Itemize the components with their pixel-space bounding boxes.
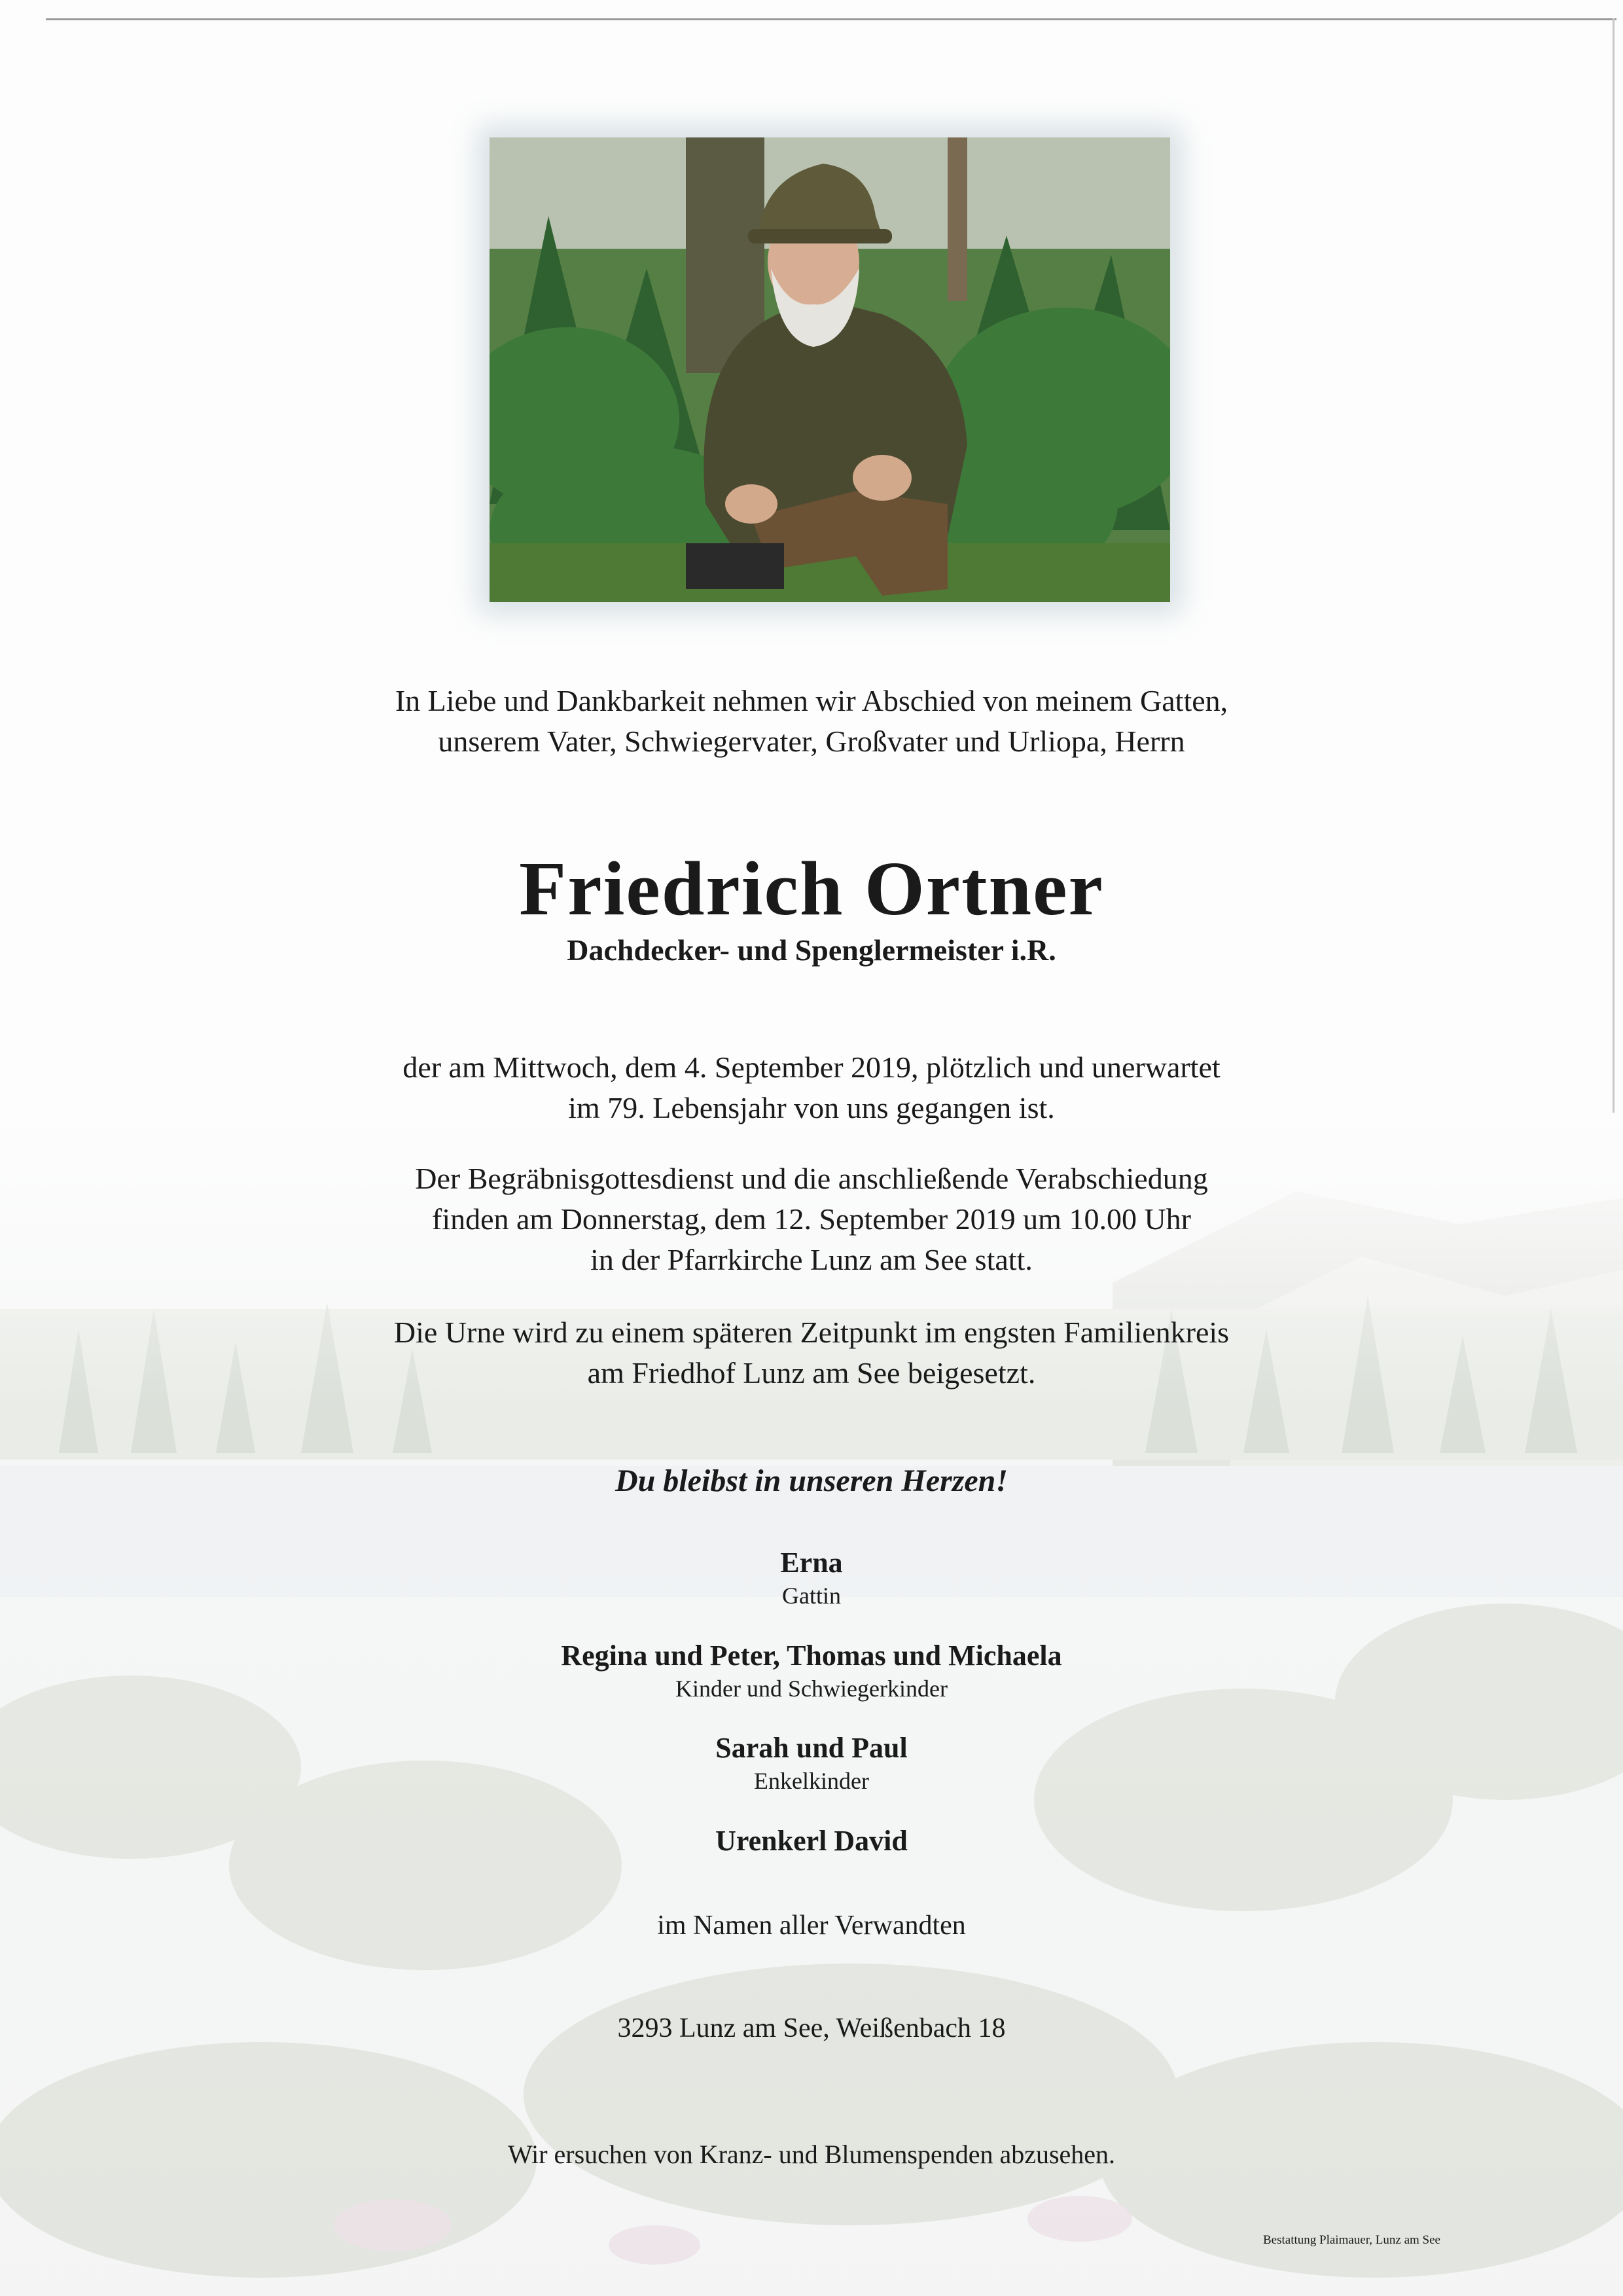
undertaker-credit: Bestattung Plaimauer, Lunz am See xyxy=(1263,2233,1440,2247)
funeral-line-3: in der Pfarrkirche Lunz am See statt. xyxy=(590,1243,1033,1276)
mourner-entry xyxy=(0,1545,1623,1610)
mourner-role: Gattin xyxy=(782,1583,841,1609)
donation-request: Wir ersuchen von Kranz- und Blumenspenden abzusehen. xyxy=(507,2140,1116,2169)
mourner-name: Regina und Peter, Thomas und Michaela xyxy=(561,1640,1062,1672)
mourner-entry xyxy=(0,1823,1623,1859)
mourner-entry xyxy=(0,1730,1623,1795)
funeral-line-1: Der Begräbnisgottesdienst und die anschließende Verabschiedung xyxy=(415,1162,1208,1195)
urn-line-2: am Friedhof Lunz am See beigesetzt. xyxy=(587,1356,1036,1390)
address: 3293 Lunz am See, Weißenbach 18 xyxy=(617,2013,1006,2043)
deceased-profession: Dachdecker- und Spenglermeister i.R. xyxy=(567,933,1056,967)
death-line-2: im 79. Lebensjahr von uns gegangen ist. xyxy=(568,1091,1055,1124)
funeral-info xyxy=(0,1158,1623,1280)
mourner-name: Urenkerl David xyxy=(715,1825,908,1857)
intro-text xyxy=(0,681,1623,762)
scan-border-top xyxy=(46,18,1616,20)
mourner-role: Enkelkinder xyxy=(754,1768,869,1794)
background-landscape-image xyxy=(0,1113,1623,2296)
urn-line-1: Die Urne wird zu einem späteren Zeitpunkt im engsten Familienkreis xyxy=(393,1316,1230,1349)
mourner-role: Kinder und Schwiegerkinder xyxy=(675,1676,948,1702)
death-line-1: der am Mittwoch, dem 4. September 2019, plötzlich und unerwartet xyxy=(402,1050,1221,1084)
mourner-entry xyxy=(0,1638,1623,1703)
intro-line-2: unserem Vater, Schwiegervater, Großvater und Urliopa, Herrn xyxy=(438,725,1185,758)
mourner-name: Sarah und Paul xyxy=(715,1732,908,1764)
death-notice xyxy=(0,1047,1623,1128)
portrait-photo xyxy=(490,137,1170,602)
funeral-line-2: finden am Donnerstag, dem 12. September 2019 um 10.00 Uhr xyxy=(432,1202,1191,1236)
mourner-name: Erna xyxy=(780,1547,843,1579)
deceased-name: Friedrich Ortner xyxy=(519,846,1104,931)
closing-line: im Namen aller Verwandten xyxy=(657,1910,966,1941)
urn-info xyxy=(0,1312,1623,1393)
motto: Du bleibst in unseren Herzen! xyxy=(615,1463,1008,1498)
intro-line-1: In Liebe und Dankbarkeit nehmen wir Abschied von meinem Gatten, xyxy=(395,684,1228,717)
